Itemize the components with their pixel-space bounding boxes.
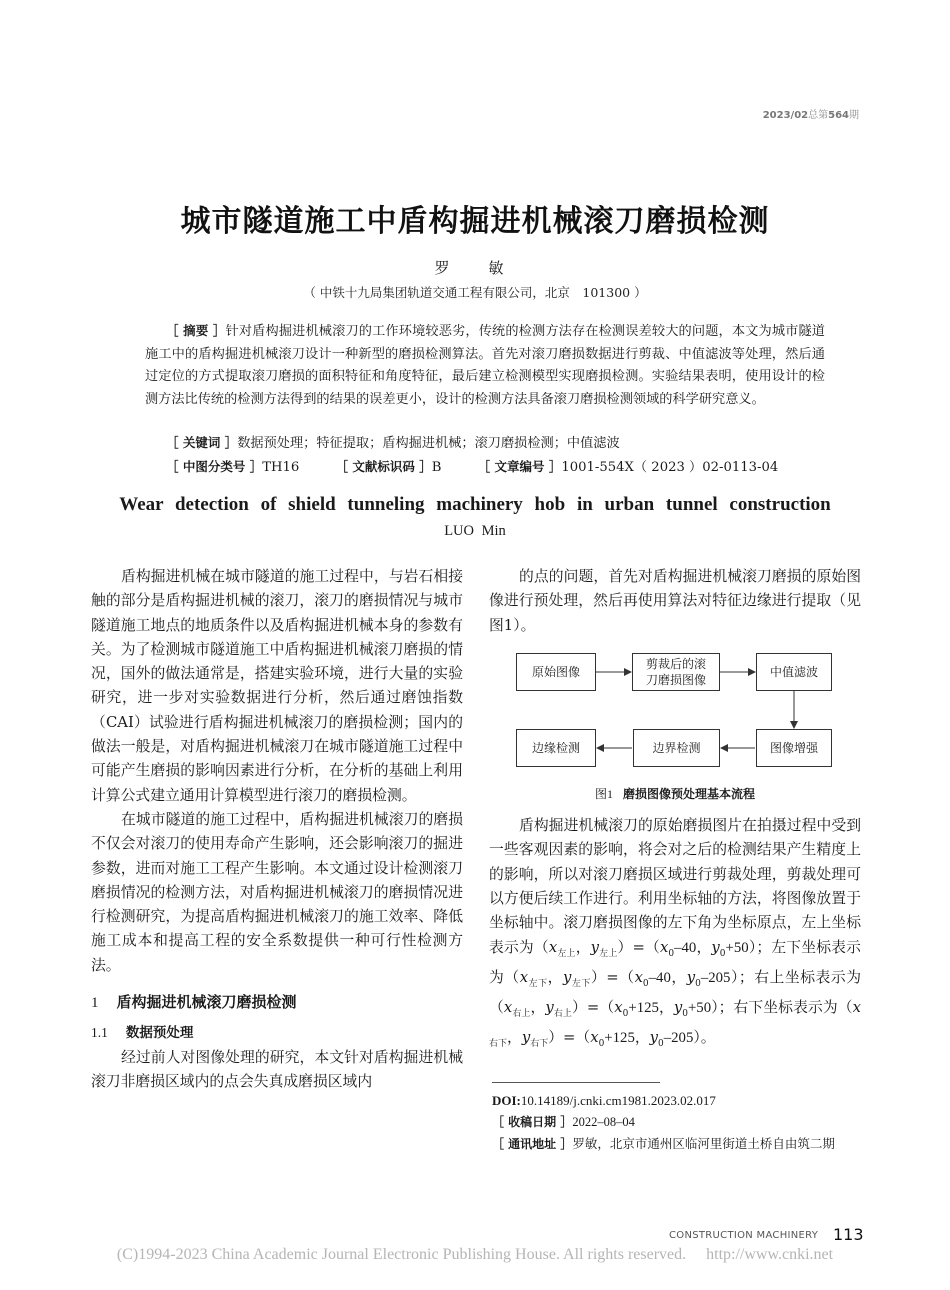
- paragraph: 经过前人对图像处理的研究，本文针对盾构掘进机械滚刀非磨损区域内的点会失真成磨损区域内: [91, 1048, 463, 1090]
- flowchart: [489, 648, 861, 778]
- contact-address: ［ 通讯地址 ］罗敏，北京市通州区临河里街道土桥自由筑二期: [492, 1136, 835, 1151]
- journal-name: CONSTRUCTION MACHINERY: [669, 1230, 819, 1241]
- left-column: [91, 565, 463, 1094]
- issue-info: 2023/02总第564期: [762, 110, 859, 121]
- figure-caption: 图1 磨损图像预处理基本流程: [594, 786, 756, 801]
- paragraph: 盾构掘进机械滚刀的原始磨损图片在拍摄过程中受到一些客观因素的影响，将会对之后的检测结果产生精度上的影响，所以对滚刀磨损区域进行剪裁处理，剪裁处理可以方便后续工作进行。利用坐标轴的方法，将图像放置于坐标轴中。滚刀磨损图像的左下角为坐标原点，左上坐标表示为（$x_{左上}$，$y_{左上})=(x_0-40$，$y_0+50$）；左下坐标表示为（$x_{左下}$，$y_{左下})=(x_0-40$，$y_0-205$）；右上坐标表示为（$x_{右上}$，$y_{右上})=(x_0+125$，$y_0+50$）；右下坐标表示为（$x_{右下}$，$y_{右下})=(x_0+125$，$y_0-205$）。: [489, 817, 861, 1050]
- paragraph: 在城市隧道的施工过程中，盾构掘进机械滚刀的磨损不仅会对滚刀的使用寿命产生影响，还会影响滚刀的掘进参数，进而对施工工程产生影响。本文通过设计检测滚刀磨损情况的检测方法，对盾构掘进机械滚刀的磨损情况进行检测研究，为提高盾构掘进机械滚刀的施工效率、降低施工成本和提高工程的安全系数提供一种可行性检测方法。: [91, 810, 463, 974]
- abstract: [145, 320, 825, 411]
- flow-box-original: 原始图像: [516, 653, 596, 691]
- flow-box-boundary: 边界检测: [633, 729, 720, 767]
- paragraph: 盾构掘进机械在城市隧道的施工过程中，与岩石相接触的部分是盾构掘进机械的滚刀，滚刀的磨损情况与城市隧道施工地点的地质条件以及盾构掘进机械本身的参数有关。为了检测城市隧道施工中盾构掘进机械滚刀磨损的情况，国外的做法通常是，搭建实验环境，进行大量的实验研究，进一步对实验数据进行分析，然后通过磨蚀指数（CAI）试验进行盾构掘进机械滚刀的磨损检测；国内的做法一般是，对盾构掘进机械滚刀在城市隧道施工过程中可能产生磨损的影响因素进行分析，在分析的基础上利用计算公式建立通用计算模型进行滚刀的磨损检测。: [91, 568, 463, 804]
- footnotes: [492, 1090, 864, 1155]
- author: 罗 敏: [434, 259, 516, 277]
- received-date: ［ 收稿日期 ］2022–08–04: [492, 1115, 635, 1129]
- paper-title: 城市隧道施工中盾构掘进机械滚刀磨损检测: [180, 204, 770, 239]
- english-author: LUO Min: [444, 523, 506, 539]
- doi: DOI:10.14189/j.cnki.cm1981.2023.02.017: [492, 1093, 716, 1108]
- copyright-watermark: (C)1994-2023 China Academic Journal Electronic Publishing House. All rights reserved. http://www.cnki.net: [116, 1246, 834, 1263]
- page-number: 113: [833, 1225, 864, 1244]
- abstract-text: 针对盾构掘进机械滚刀的工作环境较恶劣，传统的检测方法存在检测误差较大的问题，本文为城市隧道施工中的盾构掘进机械滚刀设计一种新型的磨损检测算法。首先对滚刀磨损数据进行剪裁、中值滤波等处理，然后通过定位的方式提取滚刀磨损的面积特征和角度特征，最后建立检测模型实现磨损检测。实验结果表明，使用设计的检测方法比传统的检测方法得到的结果的误差更小，设计的检测方法具备滚刀磨损检测领域的科学研究意义。: [145, 324, 825, 407]
- classification: ［ 中图分类号 ］TH16 ［ 文献标识码 ］B ［ 文章编号 ］1001-554X（ 2023 ）02-0113-04: [166, 459, 779, 475]
- abstract-label: ［ 摘要 ］: [166, 323, 226, 338]
- affiliation: （ 中铁十九局集团轨道交通工程有限公司，北京 101300 ）: [303, 285, 647, 300]
- flow-box-edge: 边缘检测: [516, 729, 596, 767]
- subsection-heading: 1.1 数据预处理: [91, 1025, 194, 1042]
- section-heading: 1 盾构掘进机械滚刀磨损检测: [91, 993, 297, 1012]
- paragraph: 的点的问题，首先对盾构掘进机械滚刀磨损的原始图像进行预处理，然后再使用算法对特征边缘进行提取（见图1）。: [489, 568, 861, 634]
- flow-box-median: 中值滤波: [756, 653, 832, 691]
- flow-box-cropped: 剪裁后的滚 刀磨损图像: [632, 653, 720, 691]
- footnote-divider: [492, 1082, 660, 1083]
- right-column: [489, 565, 861, 1057]
- flow-box-enhance: 图像增强: [756, 729, 832, 767]
- english-title: Wear detection of shield tunneling machinery hob in urban tunnel construction: [119, 494, 831, 515]
- keywords: ［ 关键词 ］数据预处理；特征提取；盾构掘进机械；滚刀磨损检测；中值滤波: [166, 435, 620, 451]
